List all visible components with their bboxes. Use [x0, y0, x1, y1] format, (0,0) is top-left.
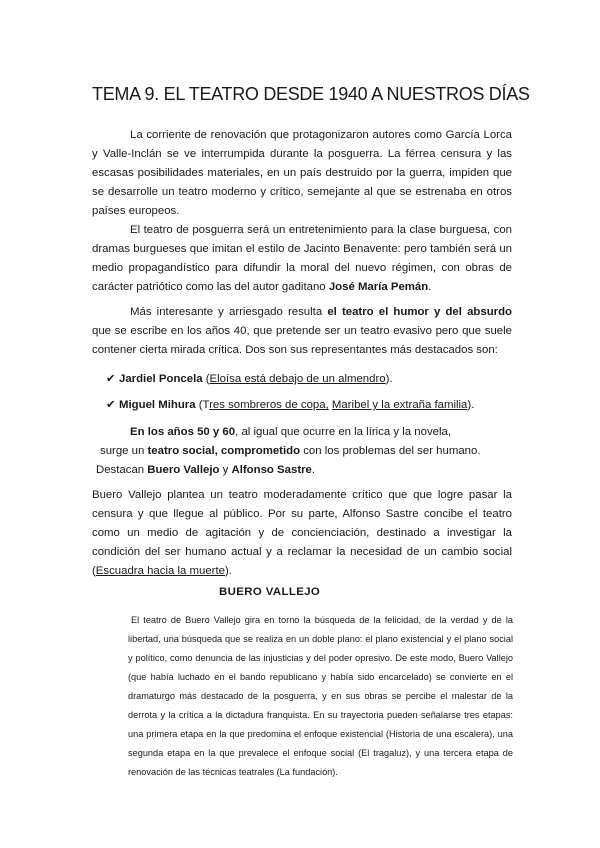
block50-line-3-start: Destacan: [96, 464, 148, 476]
author-jardiel: Jardiel Poncela: [119, 373, 203, 385]
work-tres-sombreros: res sombreros de copa,: [209, 399, 329, 411]
anos-50-60: En los años 50 y 60: [130, 426, 236, 438]
page-title: TEMA 9. EL TEATRO DESDE 1940 A NUESTROS DÍAS: [92, 84, 530, 105]
block50-line-2: [92, 442, 532, 461]
paragraph-buero-sastre-text: Buero Vallejo plantea un teatro moderadamente crítico que que logre pasar la censura y que llegue al público. Por su parte, Alfonso Sastre concibe el teatro como un medio de agitación y de concienciación, destinado a investigar la condición del ser humano actual y a reclamar la necesidad de un cambio social (: [92, 489, 512, 577]
paragraph-buero-detail: El teatro de Buero Vallejo gira en torno la búsqueda de la felicidad, de la verdad y de la libertad, una búsqueda que se realiza en un doble plano: el plano existencial y el plano social y político, como denuncia de las injusticias y del poder opresivo. De este modo, Buero Vallejo (que había luchado en el bando republicano y había sido encarcelado) se convierte en el dramaturgo más destacado de la posguerra, y en sus obras se percibe el malestar de la derrota y la crítica a la dictadura franquista. En su trayectoria pueden señalarse tres etapas: una primera etapa en la que predomina el enfoque existencial (Historia de una escalera), una segunda etapa en la que prevalece el enfoque social (El tragaluz), y una tercera etapa de renovación de las técnicas teatrales (La fundación).: [128, 615, 513, 777]
section-heading-buero: BUERO VALLEJO: [219, 586, 321, 598]
paragraph-buero-sastre: [92, 486, 512, 581]
bullet-mihura-close: ).: [467, 399, 475, 411]
paragraph-buero-sastre-end: ).: [224, 565, 232, 577]
block50-line-2-start: surge un: [100, 445, 148, 457]
teatro-social: teatro social, comprometido: [147, 445, 301, 457]
author-sastre: Alfonso Sastre: [231, 464, 312, 476]
work-escuadra: Escuadra hacia la muerte: [95, 565, 225, 577]
bullet-mihura-open: (T: [195, 399, 210, 411]
paragraph-humor-start: Más interesante y arriesgado resulta: [130, 306, 328, 318]
author-peman: José María Pemán: [328, 281, 429, 293]
bullet-jardiel-close: ).: [385, 373, 393, 385]
block50-line-1: [92, 423, 532, 442]
paragraph-posguerra-text: El teatro de posguerra será un entretenimiento para la clase burguesa, con dramas burgueses que imitan el estilo de Jacinto Benavente: pero también será un medio propagandístico para difundir la moral del nuevo régimen, con obras de carácter patriótico como las del autor gaditano: [92, 224, 512, 293]
teatro-humor-absurdo: el teatro el humor y del absurdo: [327, 306, 513, 318]
paragraph-humor-absurdo: [92, 303, 512, 360]
block-anos-50-60: [92, 423, 532, 480]
checkmark-icon: ✔: [106, 373, 116, 385]
block50-line-1-text: , al igual que ocurre en la lírica y la novela,: [235, 426, 452, 438]
paragraph-intro: La corriente de renovación que protagonizaron autores como García Lorca y Valle-Inclán se ve interrumpida durante la posguerra. La férrea censura y las escasas posibilidades materiales, en un país destruido por la guerra, impiden que se desarrolle un teatro moderno y crítico, semejante al que se estrenaba en otros países europeos.: [92, 129, 512, 217]
paragraph-posguerra-end: .: [428, 281, 432, 293]
bullet-jardiel-open: (: [202, 373, 210, 385]
checkmark-icon: ✔: [106, 399, 116, 411]
work-maribel: Maribel y la extraña familia: [331, 399, 468, 411]
paragraph-humor-end: que se escribe en los años 40, que pretende ser un teatro evasivo pero que suele contener cierta mirada crítica. Dos son sus representantes más destacados son:: [92, 325, 512, 356]
author-buero: Buero Vallejo: [147, 464, 220, 476]
bullet-mihura: [106, 396, 474, 415]
block50-line-2-text: con los problemas del ser humano.: [300, 445, 481, 457]
block50-line-3-mid: y: [219, 464, 232, 476]
work-eloisa: Eloísa está debajo de un almendro: [209, 373, 386, 385]
author-mihura: Miguel Mihura: [119, 399, 196, 411]
block50-line-3: [92, 461, 532, 480]
paragraph-posguerra: [92, 221, 512, 297]
block50-line-3-end: .: [311, 464, 316, 476]
bullet-jardiel: [106, 370, 393, 389]
